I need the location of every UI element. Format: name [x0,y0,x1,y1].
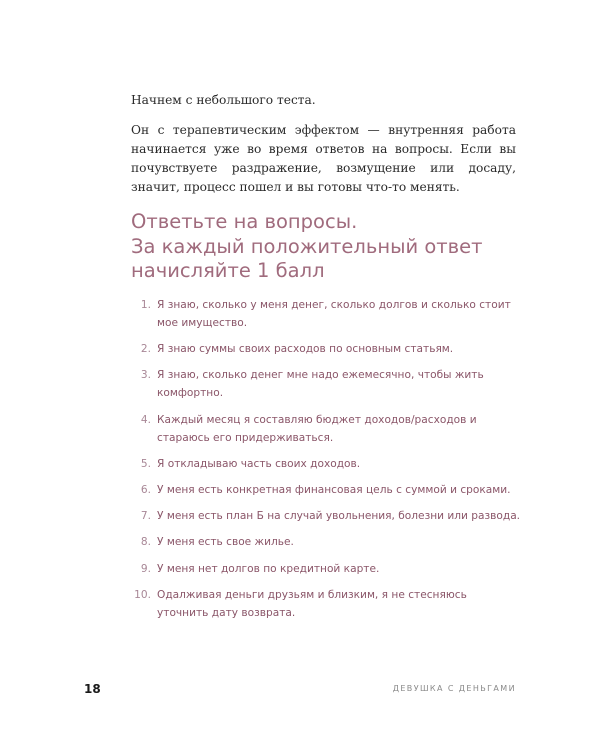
item-number: 8. [140,536,151,549]
list-item [131,340,521,358]
list-item [131,411,521,447]
item-number: 4. [140,413,151,426]
heading-line-2: За каждый положительный ответ [131,234,483,258]
intro-paragraph-2: Он с терапевтическим эффектом — внутренняя работа начинается уже во время ответов на вопросы. Если вы почувствуете раздражение, возмущение или досаду, значит, процесс пошел и вы готовы что-то менять. [131,123,516,194]
page-number: 18 [84,682,101,696]
intro-paragraph-1: Начнем с небольшого теста. [131,93,316,107]
item-text: Каждый месяц я составляю бюджет доходов/расходов и стараюсь его придерживаться. [157,413,477,444]
list-item [131,481,521,499]
intro-text [131,91,516,208]
item-text: У меня есть конкретная финансовая цель с суммой и сроками. [157,483,511,496]
item-text: Я знаю, сколько денег мне надо ежемесячно, чтобы жить комфортно. [157,369,484,400]
item-text: У меня есть свое жилье. [157,536,294,549]
list-item [131,560,521,578]
item-number: 9. [140,562,151,575]
item-number: 3. [140,369,151,382]
item-text: Я откладываю часть своих доходов. [157,457,361,470]
item-number: 2. [140,343,151,356]
item-text: У меня есть план Б на случай увольнения, болезни или развода. [157,510,521,523]
heading-line-3: начисляйте 1 балл [131,259,325,282]
heading-line-1: Ответьте на вопросы. [131,210,358,233]
running-title: ДЕВУШКА С ДЕНЬГАМИ [392,684,516,693]
item-text: Одалживая деньги друзьям и близким, я не стесняюсь уточнить дату возврата. [157,588,467,619]
list-item [131,366,521,402]
item-number: 6. [140,483,151,496]
item-number: 10. [134,588,151,601]
item-number: 1. [140,299,151,311]
list-item [131,533,521,551]
item-number: 7. [140,510,151,523]
list-item [131,455,521,473]
list-item [131,296,521,332]
item-text: У меня нет долгов по кредитной карте. [157,562,380,575]
item-number: 5. [140,457,151,470]
list-item [131,507,521,525]
list-item [131,586,521,622]
item-text: Я знаю суммы своих расходов по основным статьям. [157,343,454,356]
section-heading [131,210,531,284]
item-text: Я знаю, сколько у меня денег, сколько долгов и сколько стоит мое имущество. [157,299,511,329]
questions-list [131,296,521,630]
